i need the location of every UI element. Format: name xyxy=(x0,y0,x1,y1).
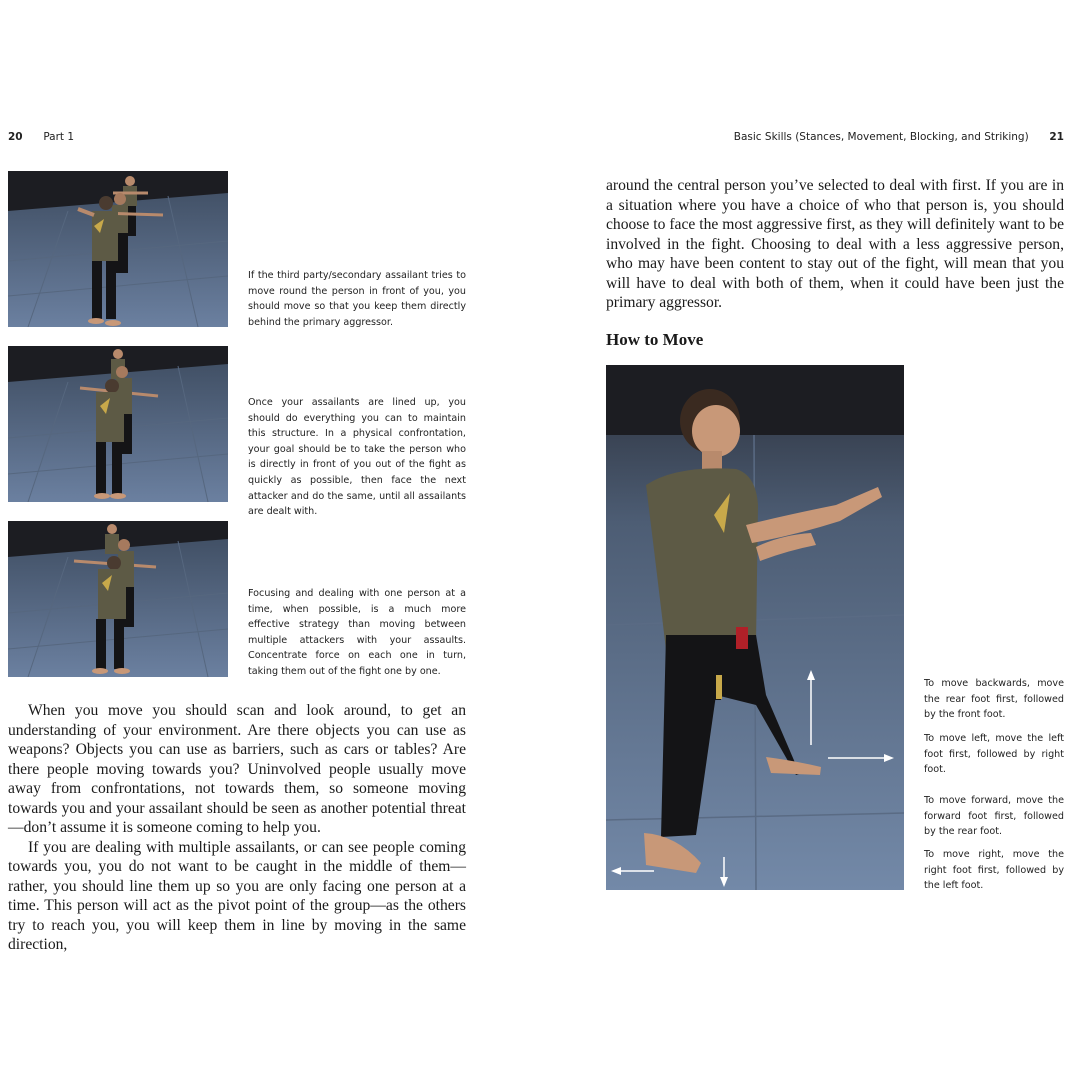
left-folio xyxy=(8,131,74,143)
body-paragraph: around the central person you’ve selected to deal with first. If you are in a situation where you have a choice of who that person is, you should choose to face the most aggressive first, as they will definitely want to be involved in the fight. Choosing to deal with a less aggressive person, who may have been content to stay out of the fight, will mean that you will have to deal with both of them, when it could have been just the primary aggressor. xyxy=(606,177,1064,311)
caption-step-2: Once your assailants are lined up, you should do everything you can to maintain this structure. In a physical confrontation, your goal should be to take the person who is directly in front of you out of the fight as quickly as possible, then face the next attacker and do the same, until all assailants are dealt with. xyxy=(248,397,466,518)
photo-movement-stance xyxy=(606,365,904,890)
caption-step-3: Focusing and dealing with one person at a time, when possible, is a much more effective strategy than moving between multiple attackers with your assaults. Concentrate force on each one in turn, taking them out of the fight one by one. xyxy=(248,588,466,677)
left-body-text xyxy=(8,701,466,955)
body-paragraph: If you are dealing with multiple assailants, or can see people coming towards you, you do not want to be caught in the middle of them—rather, you should line them up so you are only facing one person at a time. This person will act as the pivot point of the group—as the others try to reach you, you will keep them in line by moving in the same direction, xyxy=(8,838,466,953)
caption-move-right: To move right, move the right foot first, followed by the left foot. xyxy=(924,849,1064,892)
photo-step-2 xyxy=(8,346,228,502)
caption-step-1: If the third party/secondary assailant tries to move round the person in front of you, you should move so that you keep them directly behind the primary aggressor. xyxy=(248,270,466,328)
caption-move-forward: To move forward, move the forward foot first, followed by the rear foot. xyxy=(924,795,1064,838)
photo-step-1 xyxy=(8,171,228,327)
caption-move-left: To move left, move the left foot first, followed by right foot. xyxy=(924,733,1064,776)
photo-step-3 xyxy=(8,521,228,677)
page-number-right: 21 xyxy=(1049,131,1064,143)
section-heading: How to Move xyxy=(606,330,704,349)
body-paragraph: When you move you should scan and look around, to get an understanding of your environment. Are there objects you can use as weapons? Objects you can use as barriers, such as cars or tables? Are there people moving towards you? Uninvolved people usually move away from confrontations, not towards them, so someone moving towards you and your assailant should be seen as another potential threat—don’t assume it is someone coming to help you. xyxy=(8,702,466,836)
running-head-left: Part 1 xyxy=(43,131,75,143)
right-folio xyxy=(734,131,1064,143)
page-number-left: 20 xyxy=(8,131,23,143)
caption-move-backwards: To move backwards, move the rear foot first, followed by the front foot. xyxy=(924,678,1064,721)
running-head-right: Basic Skills (Stances, Movement, Blocking, and Striking) xyxy=(733,131,1029,143)
right-body-text xyxy=(606,176,1064,313)
